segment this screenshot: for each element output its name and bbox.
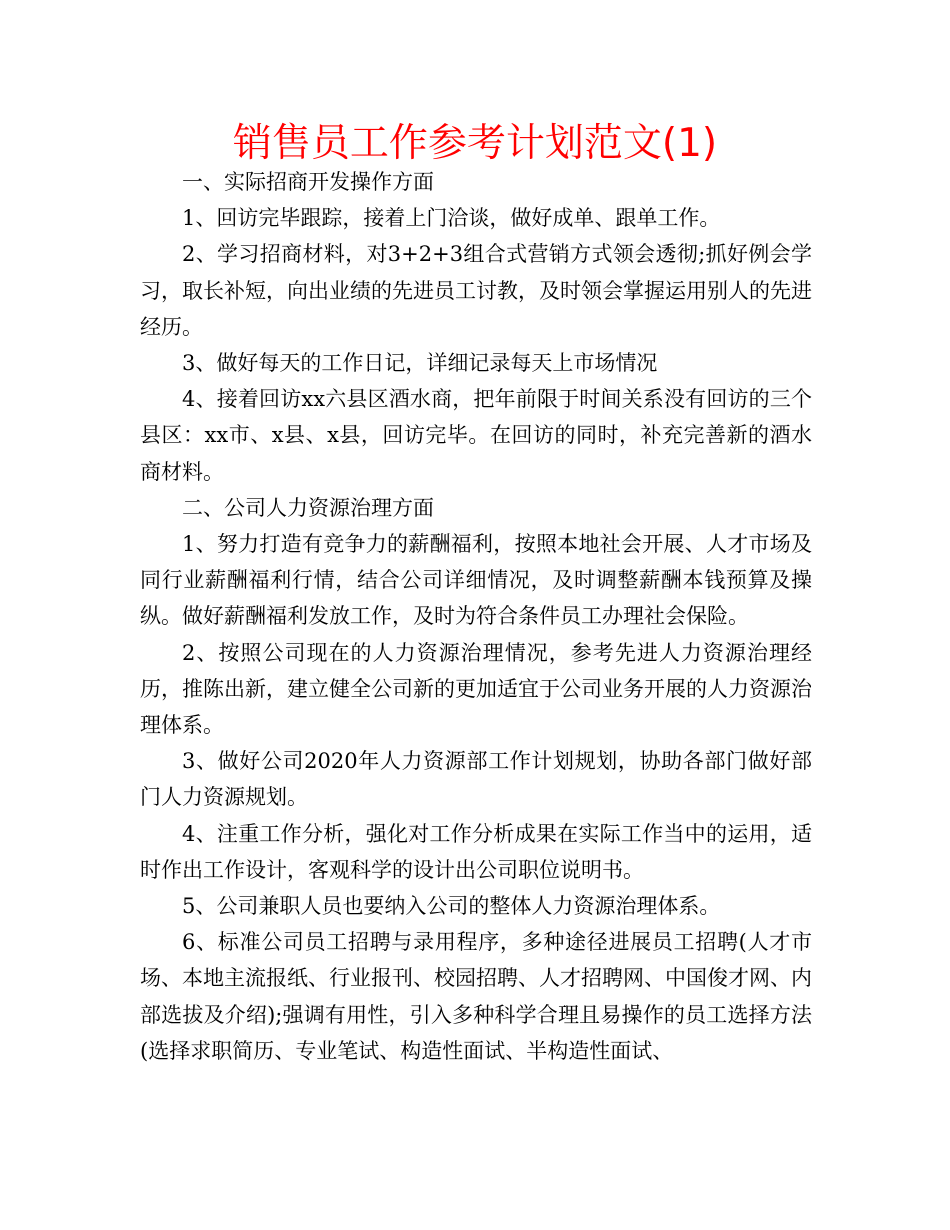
- paragraph: 4、注重工作分析，强化对工作分析成果在实际工作当中的运用，适时作出工作设计，客观科学的设计出公司职位说明书。: [140, 821, 812, 882]
- document-body: [140, 164, 812, 1069]
- paragraph: 5、公司兼职人员也要纳入公司的整体人力资源治理体系。: [182, 894, 721, 919]
- paragraph: 2、按照公司现在的人力资源治理情况，参考先进人力资源治理经历，推陈出新，建立健全公司新的更加适宜于公司业务开展的人力资源治理体系。: [140, 640, 812, 738]
- section-heading-2: 二、公司人力资源治理方面: [182, 495, 434, 520]
- document-title: 销售员工作参考计划范文(1): [232, 121, 718, 166]
- paragraph: 3、做好公司2020年人力资源部工作计划规划，协助各部门做好部门人力资源规划。: [140, 749, 812, 810]
- paragraph: 1、回访完毕跟踪，接着上门洽谈，做好成单、跟单工作。: [182, 206, 721, 231]
- paragraph: 4、接着回访xx六县区酒水商，把年前限于时间关系没有回访的三个县区：xx市、x县、x县，回访完毕。在回访的同时，补充完善新的酒水商材料。: [140, 387, 812, 484]
- paragraph: 3、做好每天的工作日记，详细记录每天上市场情况: [182, 351, 658, 376]
- paragraph: 2、学习招商材料，对3+2+3组合式营销方式领会透彻;抓好例会学习，取长补短，向出业绩的先进员工讨教，及时领会掌握运用别人的先进经历。: [140, 242, 812, 339]
- section-heading-1: 一、实际招商开发操作方面: [182, 170, 434, 194]
- paragraph: 6、标准公司员工招聘与录用程序，多种途径进展员工招聘(人才市场、本地主流报纸、行业报刊、校园招聘、人才招聘网、中国俊才网、内部选拔及介绍);强调有用性，引入多种科学合理且易操作的员工选择方法(选择求职简历、专业笔试、构造性面试、半构造性面试、: [140, 930, 812, 1063]
- paragraph: 1、努力打造有竞争力的薪酬福利，按照本地社会开展、人才市场及同行业薪酬福利行情，结合公司详细情况，及时调整薪酬本钱预算及操纵。做好薪酬福利发放工作，及时为符合条件员工办理社会保险。: [140, 532, 812, 629]
